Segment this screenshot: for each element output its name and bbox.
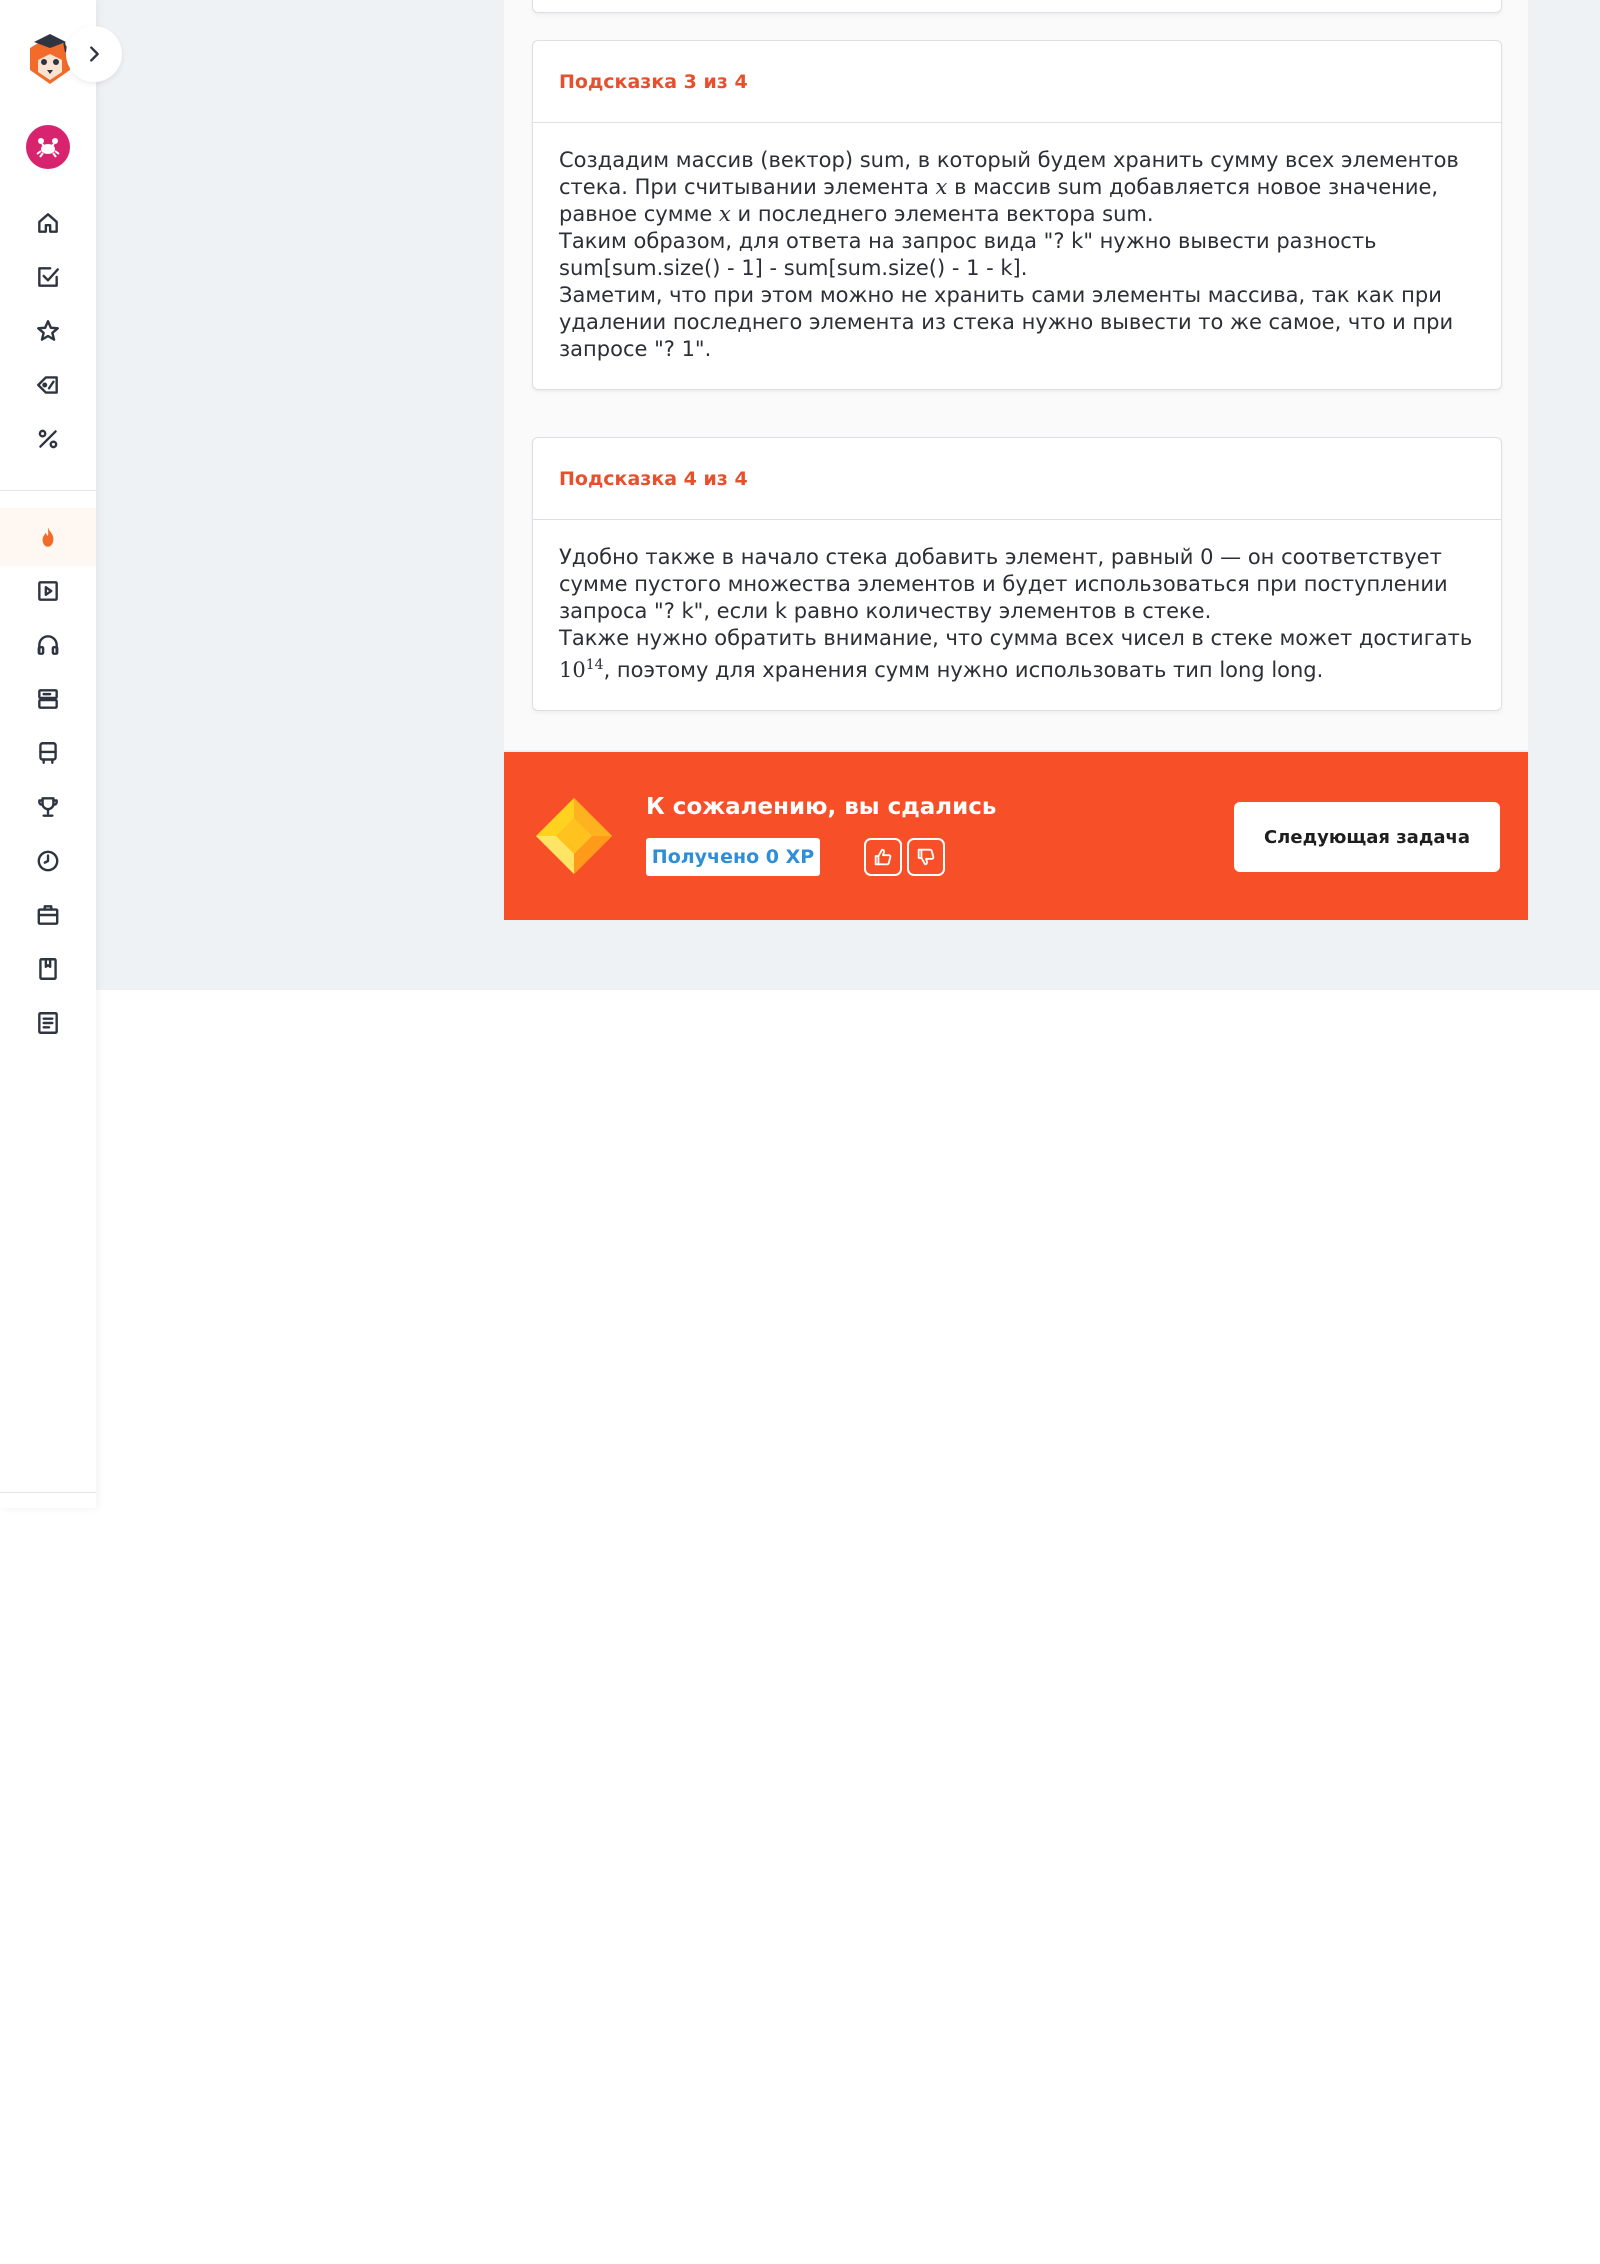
previous-hint-card — [532, 0, 1502, 13]
task-check-icon[interactable] — [30, 259, 66, 295]
thumbs-up-button[interactable] — [864, 838, 902, 876]
hint-paragraph — [559, 147, 1475, 228]
star-icon[interactable] — [30, 313, 66, 349]
hint-text: и последнего элемента вектора sum. — [730, 202, 1154, 226]
crab-icon — [33, 132, 63, 162]
math-number: 10 — [559, 658, 586, 682]
trophy-icon[interactable] — [30, 789, 66, 825]
briefcase-icon[interactable] — [30, 897, 66, 933]
hint-card-4 — [532, 437, 1502, 711]
sidebar-expand-button[interactable] — [66, 26, 122, 82]
hint-card-header[interactable] — [533, 438, 1501, 520]
hint-card-header[interactable] — [533, 41, 1501, 123]
result-title: К сожалению, вы сдались — [646, 794, 997, 820]
diamond-icon — [534, 796, 614, 876]
flame-icon[interactable] — [30, 519, 66, 555]
main-content — [504, 0, 1528, 750]
hint-paragraph: Заметим, что при этом можно не хранить сами элементы массива, так как при удалении последнего элемента из стека нужно вывести то же самое, что и при запросе "? 1". — [559, 283, 1454, 361]
document-list-icon[interactable] — [30, 1005, 66, 1041]
home-icon[interactable] — [30, 205, 66, 241]
thumbs-down-icon — [915, 846, 937, 868]
next-task-button[interactable]: Следующая задача — [1234, 802, 1500, 872]
hint-card-3 — [532, 40, 1502, 390]
stack-icon[interactable] — [30, 681, 66, 717]
math-variable: x — [719, 202, 731, 226]
clock-icon[interactable] — [30, 843, 66, 879]
hint-title: Подсказка 3 из 4 — [559, 70, 748, 93]
math-variable: x — [935, 175, 948, 199]
hint-text: Также нужно обратить внимание, что сумма всех чисел в стеке может достигать — [559, 626, 1473, 650]
hint-card-body — [533, 520, 1501, 710]
hint-text: , поэтому для хранения сумм нужно использовать тип long long. — [603, 658, 1324, 682]
result-banner — [504, 752, 1528, 920]
hint-text: в массив sum добавляется новое значение, равное сумме — [559, 175, 1439, 226]
math-exponent: 14 — [585, 657, 604, 673]
hint-text: Создадим массив (вектор) sum, в который будем хранить сумму всех элементов стека. При считывании элемента — [559, 148, 1459, 199]
hint-card-body — [533, 123, 1501, 389]
chevron-right-icon — [83, 43, 105, 65]
tag-icon[interactable] — [30, 367, 66, 403]
sidebar — [0, 0, 96, 1508]
hint-paragraph: Таким образом, для ответа на запрос вида "? k" нужно вывести разность sum[sum.size() - 1] - sum[sum.size() - 1 - k]. — [559, 229, 1377, 280]
hint-paragraph — [559, 625, 1475, 684]
user-avatar[interactable] — [26, 125, 70, 169]
thumbs-down-button[interactable] — [907, 838, 945, 876]
book-icon[interactable] — [30, 951, 66, 987]
thumbs-up-icon — [872, 846, 894, 868]
percent-icon[interactable] — [30, 421, 66, 457]
hint-title: Подсказка 4 из 4 — [559, 467, 748, 490]
bus-icon[interactable] — [30, 735, 66, 771]
play-icon[interactable] — [30, 573, 66, 609]
hint-paragraph: Удобно также в начало стека добавить элемент, равный 0 — он соответствует сумме пустого множества элементов и будет использоваться при поступлении запроса "? k", если k равно количеству элементов в стеке. — [559, 545, 1448, 623]
headphones-icon[interactable] — [30, 627, 66, 663]
xp-badge: Получено 0 XP — [646, 838, 820, 876]
